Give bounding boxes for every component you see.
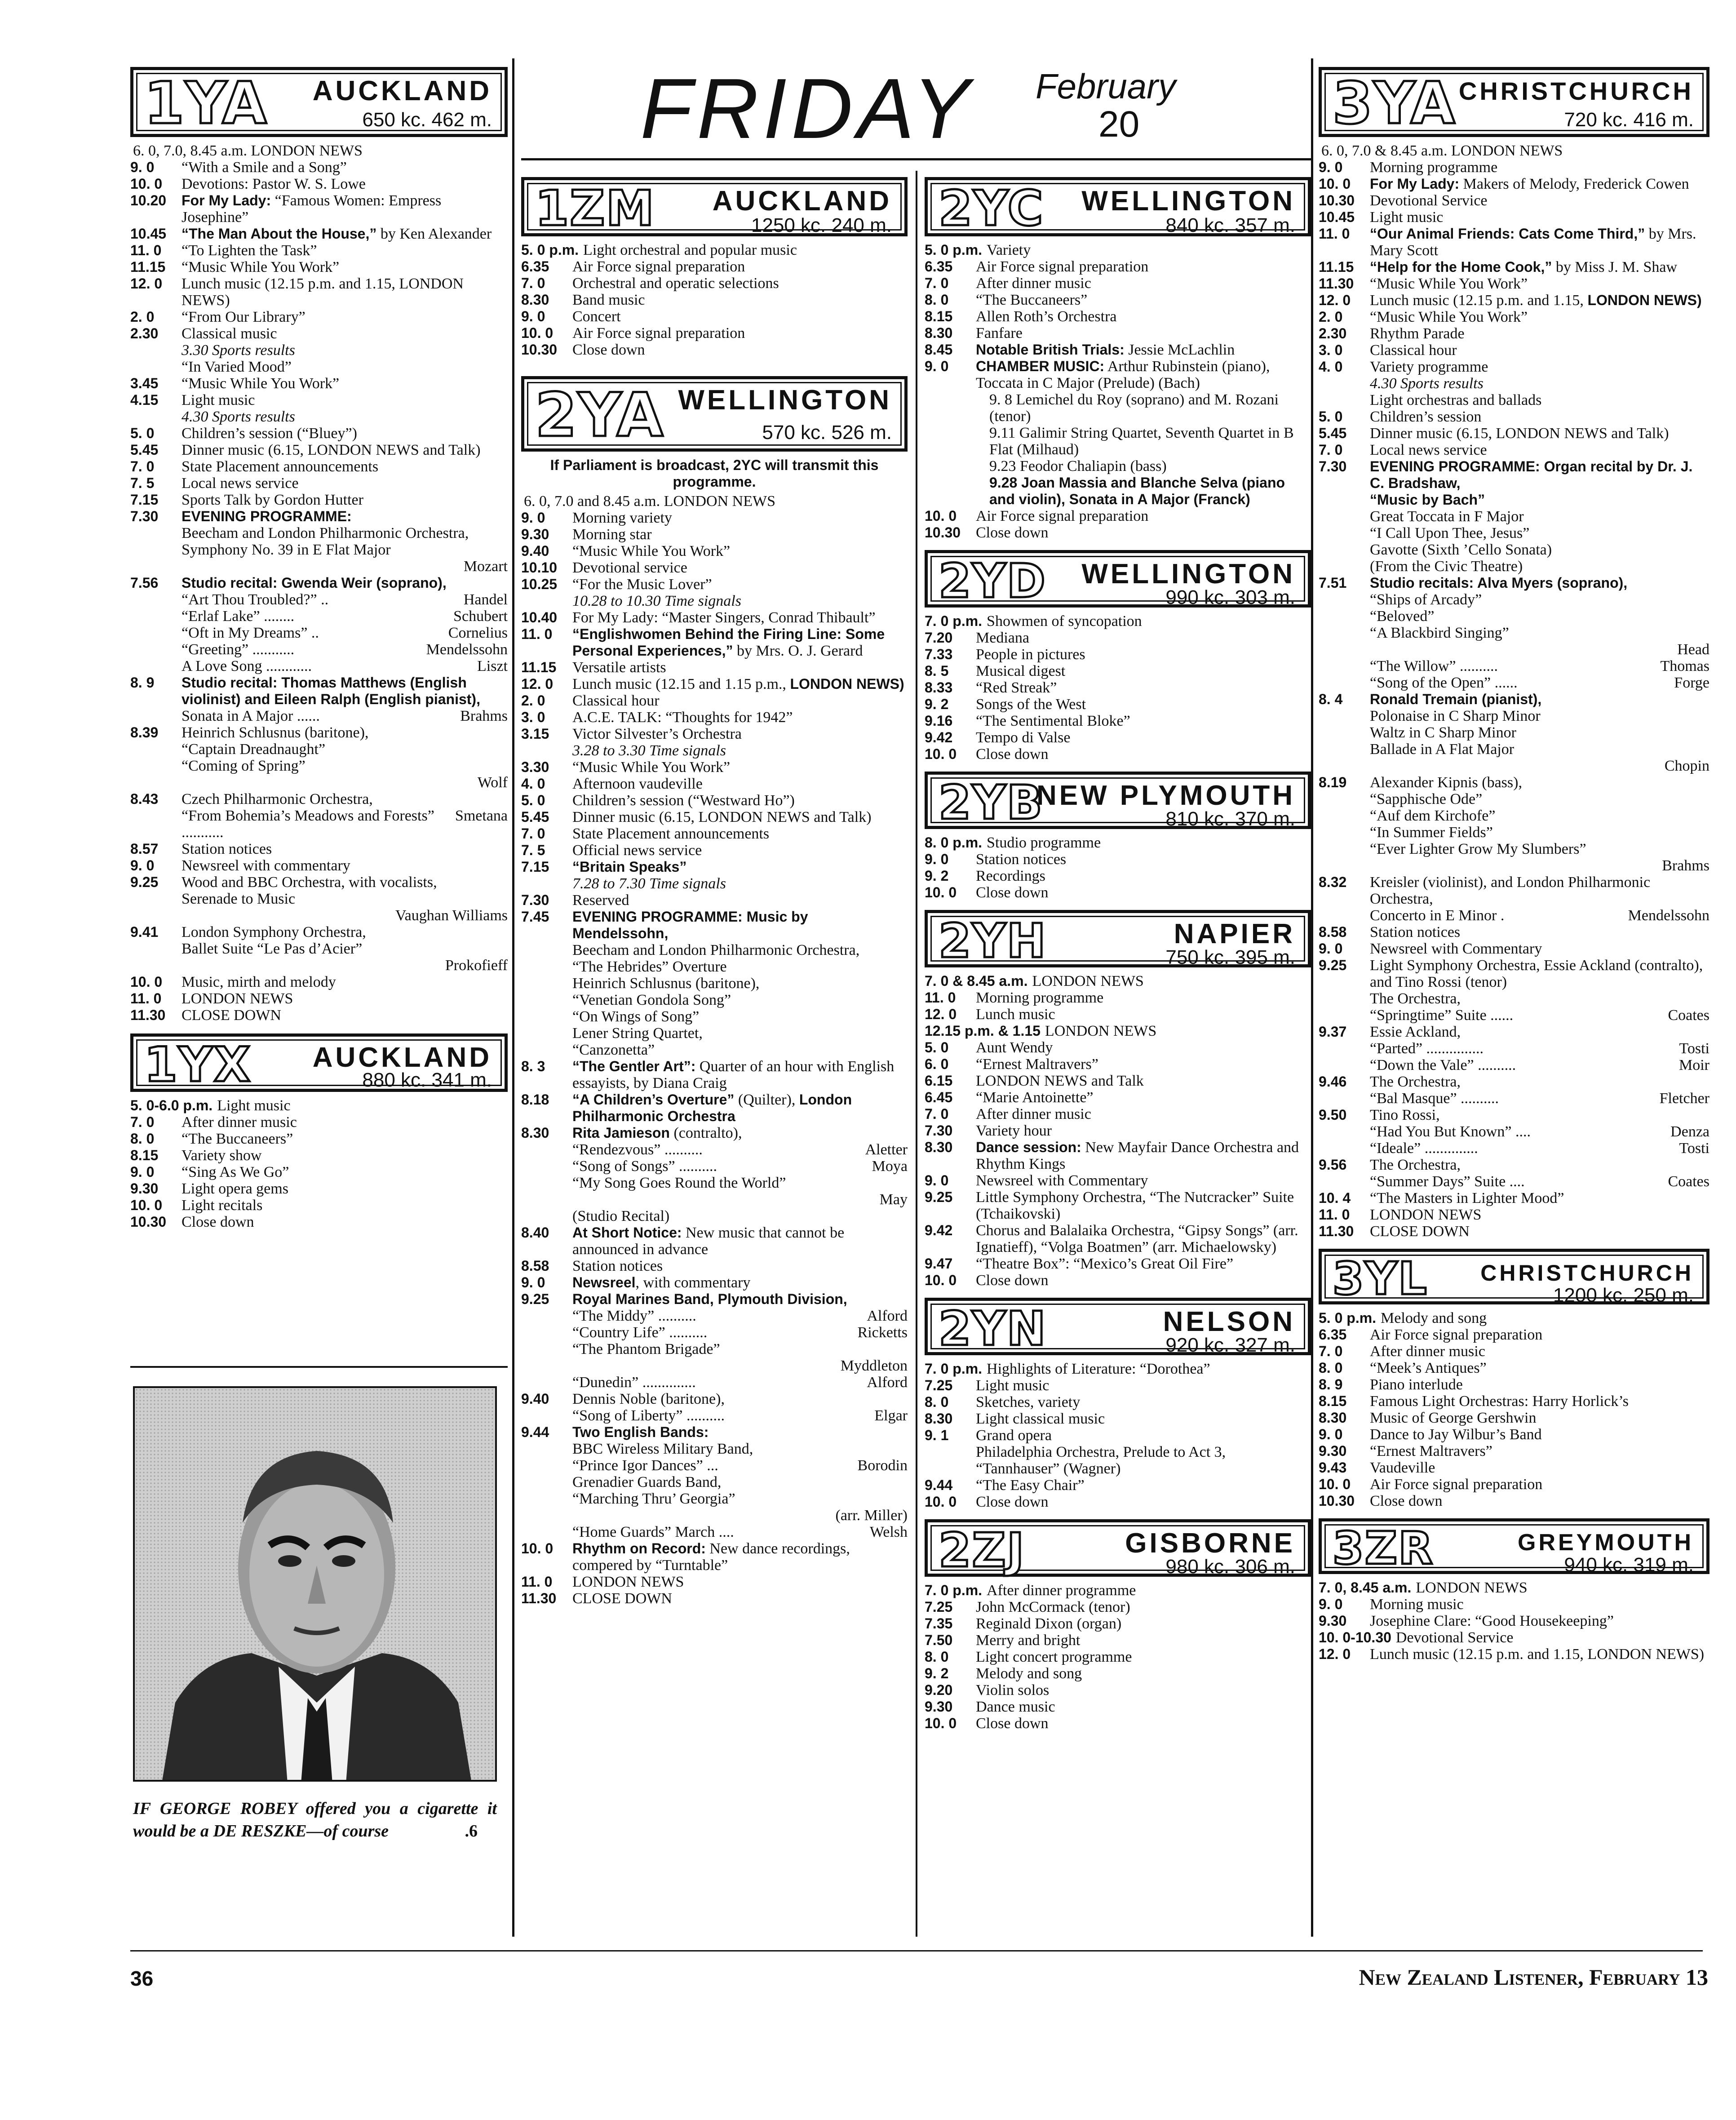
programme-row: 9. 2 Melody and song xyxy=(925,1665,1082,1682)
date-label: 20 xyxy=(1098,104,1140,145)
column-3 xyxy=(925,175,1311,1941)
programme-row: 8.30 Band music xyxy=(521,292,645,308)
programme-row: 10. 0 Close down xyxy=(925,1715,1049,1732)
programme-row: 11.30 CLOSE DOWN xyxy=(521,1590,672,1607)
programme-row: 7.30 EVENING PROGRAMME: Organ recital by Dr. J. C. Bradshaw, “Music by Bach” Great Toccata in F Major “I Call Upon Thee, Jesus” Gavotte (Sixth ’Cello Sonata) (From the Civic Theatre) xyxy=(1319,458,1693,575)
station-frequency: 570 kc. 526 m. xyxy=(762,421,892,444)
station-call-sign: 2YA xyxy=(535,380,664,450)
programme-row: 8. 0 p.m. Studio programme xyxy=(925,834,1101,851)
programme-row: 10. 0 For My Lady: Makers of Melody, Frederick Cowen xyxy=(1319,176,1689,192)
station-call-sign: 2YC xyxy=(939,181,1044,237)
programme-row: 7.33 People in pictures xyxy=(925,646,1085,663)
station-header-2YC xyxy=(925,177,1311,236)
programme-row: 9.25 Little Symphony Orchestra, “The Nutcracker” Suite (Tchaikovski) xyxy=(925,1189,1294,1222)
programme-row: 9. 2 Songs of the West xyxy=(925,696,1086,713)
column-4 xyxy=(1319,65,1709,1943)
programme-row: 7. 0 Orchestral and operatic selections xyxy=(521,275,779,292)
programme-row: 6.35 Air Force signal preparation xyxy=(925,258,1149,275)
programme-row: 8. 0 “The Buccaneers” xyxy=(925,292,1088,308)
programme-row: 8. 0 Light concert programme xyxy=(925,1649,1132,1665)
programme-row: 6.45 “Marie Antoinette” xyxy=(925,1089,1094,1106)
programme-row: 10. 0 Air Force signal preparation xyxy=(925,508,1149,524)
programme-row: 5. 0 Children’s session (“Bluey”) xyxy=(130,425,357,442)
programme-row: 3. 0 Classical hour xyxy=(1319,342,1457,359)
programme-row: 10.30 Close down xyxy=(130,1214,254,1230)
programme-row: 9. 0 “Sing As We Go” xyxy=(130,1164,289,1180)
programme-row: 10. 0 Music, mirth and melody xyxy=(130,974,336,990)
station-location: AUCKLAND xyxy=(312,1042,492,1073)
programme-row: 11. 0 LONDON NEWS xyxy=(1319,1206,1482,1223)
programme-row: 9.30 Light opera gems xyxy=(130,1180,288,1197)
station-header-3ZR xyxy=(1319,1518,1709,1574)
programme-row: 9.50 Tino Rossi, “Had You But Known” .... Denza “Ideale” .............. Tosti xyxy=(1319,1107,1709,1157)
programme-row: 4. 0 Afternoon vaudeville xyxy=(521,776,703,792)
programme-row: 2. 0 “Music While You Work” xyxy=(1319,309,1528,325)
programme-row: 7.56 Studio recital: Gwenda Weir (soprano), “Art Thou Troubled?” .. Handel “Erlaf Lake” ........ Schubert “Oft in My Dreams” .. Cornelius “Greeting” ........... Mendelssohn A Love Song ............ Liszt xyxy=(130,575,508,674)
programme-row: 7. 0 After dinner music xyxy=(925,275,1091,292)
station-frequency: 880 kc. 341 m. xyxy=(362,1069,492,1091)
programme-row: 9. 0 Morning music xyxy=(1319,1596,1464,1613)
programme-row: 7.25 John McCormack (tenor) xyxy=(925,1599,1130,1615)
programme-row: 8.39 Heinrich Schlusnus (baritone), “Captain Dreadnaught” “Coming of Spring” Wolf xyxy=(130,724,508,791)
programme-row: 9. 0 “With a Smile and a Song” xyxy=(130,159,347,176)
programme-row: 9.40 “Music While You Work” xyxy=(521,543,731,559)
programme-row: 10.45 Light music xyxy=(1319,209,1444,226)
programme-row: 9.42 Tempo di Valse xyxy=(925,729,1071,746)
station-call-sign: 2YD xyxy=(939,554,1046,608)
parliament-notice: If Parliament is broadcast, 2YC will transmit this programme. xyxy=(550,457,879,490)
programme-row: 5. 0 p.m. Light orchestral and popular music xyxy=(521,242,797,258)
station-call-sign: 3ZR xyxy=(1333,1522,1434,1574)
programme-row: 10.30 Close down xyxy=(1319,1493,1443,1509)
programme-row: 6. 0, 7.0 & 8.45 a.m. LONDON NEWS xyxy=(1321,142,1563,159)
programme-row: 8. 0 “The Buccaneers” xyxy=(130,1131,293,1147)
programme-row: 7. 0 Local news service xyxy=(1319,442,1487,458)
programme-row: 8.30 Rita Jamieson (contralto), “Rendezvous” .......... Aletter “Song of Songs” .......... Moya “My Song Goes Round the World” May (Studio Recital) xyxy=(521,1125,908,1224)
programme-row: 10. 0 Devotions: Pastor W. S. Lowe xyxy=(130,176,366,192)
programme-row: 8.40 At Short Notice: New music that cannot be announced in advance xyxy=(521,1224,845,1258)
programme-row: 7. 0 & 8.45 a.m. LONDON NEWS xyxy=(925,973,1144,989)
programme-row: 11. 0 “Englishwomen Behind the Firing Line: Some Personal Experiences,” by Mrs. O. J. Gerard xyxy=(521,626,885,659)
caption-mark: .6 xyxy=(465,1822,478,1841)
programme-row: 7.25 Light music xyxy=(925,1377,1050,1394)
programme-row: 8. 9 Studio recital: Thomas Matthews (English violinist) and Eileen Ralph (English pianist), Sonata in A Major ...... Brahms xyxy=(130,674,508,724)
programme-row: 9.46 The Orchestra, “Bal Masque” .......... Fletcher xyxy=(1319,1073,1709,1107)
programme-row: 9.30 Morning star xyxy=(521,526,652,543)
programme-row: 8.32 Kreisler (violinist), and London Philharmonic Orchestra, Concerto in E Minor . Mendelssohn xyxy=(1319,874,1709,924)
programme-row: 7. 0 p.m. After dinner programme xyxy=(925,1582,1136,1599)
programme-row: 10. 0 Close down xyxy=(925,1272,1049,1289)
programme-row: 6. 0 “Ernest Maltravers” xyxy=(925,1056,1098,1073)
programme-row: 5. 0 Children’s session (“Westward Ho”) xyxy=(521,792,795,809)
station-header-3YL xyxy=(1319,1249,1709,1304)
programme-row: 11.30 “Music While You Work” xyxy=(1319,275,1528,292)
programme-row: 9.25 Wood and BBC Orchestra, with vocalists, Serenade to Music Vaughan Williams xyxy=(130,874,508,924)
station-header-2YH xyxy=(925,910,1311,967)
month-label: February xyxy=(1036,67,1176,106)
programme-row: 9.30 Josephine Clare: “Good Housekeeping” xyxy=(1319,1613,1614,1629)
programme-row: 11.30 CLOSE DOWN xyxy=(1319,1223,1470,1240)
programme-row: 9. 1 Grand opera Philadelphia Orchestra, Prelude to Act 3, “Tannhauser” (Wagner) xyxy=(925,1427,1226,1477)
programme-row: 9.30 Dance music xyxy=(925,1699,1055,1715)
station-call-sign: 3YL xyxy=(1333,1252,1428,1305)
programme-row: 9.25 Royal Marines Band, Plymouth Division, “The Middy” .......... Alford “Country Life” .......... Ricketts “The Phantom Brigade” Myddleton “Dunedin” .............. Alford xyxy=(521,1291,908,1391)
programme-row: 7. 5 Official news service xyxy=(521,842,702,859)
programme-row: 9.44 Two English Bands: BBC Wireless Military Band, “Prince Igor Dances” ... Borodin Grenadier Guards Band, “Marching Thru’ Georgia” (arr. Miller) “Home Guards” March .... Welsh xyxy=(521,1424,908,1540)
column-1 xyxy=(130,65,508,1359)
programme-row: 3.45 “Music While You Work” xyxy=(130,375,340,392)
station-call-sign: 2ZJ xyxy=(939,1523,1025,1578)
page-header xyxy=(521,54,1312,171)
station-call-sign: 2YB xyxy=(939,775,1043,830)
programme-row: 8.15 Famous Light Orchestras: Harry Horlick’s xyxy=(1319,1393,1629,1410)
programme-row: 6.15 LONDON NEWS and Talk xyxy=(925,1073,1144,1089)
station-location: NEW PLYMOUTH xyxy=(1036,780,1295,811)
station-call-sign: 1YA xyxy=(144,70,268,137)
programme-row: 5.45 Dinner music (6.15, LONDON NEWS and Talk) xyxy=(521,809,872,825)
station-header-2YA xyxy=(521,376,908,452)
programme-row: 9.20 Violin solos xyxy=(925,1682,1050,1699)
programme-row: 8. 0 Sketches, variety xyxy=(925,1394,1081,1410)
programme-row: 9.30 “Ernest Maltravers” xyxy=(1319,1443,1492,1459)
programme-row: 10. 0 Air Force signal preparation xyxy=(1319,1476,1543,1493)
station-header-1ZM xyxy=(521,177,908,236)
programme-row: 9.37 Essie Ackland, “Parted” ............... Tosti “Down the Vale” .......... Moir xyxy=(1319,1024,1709,1073)
programme-row: 8.15 Allen Roth’s Orchestra xyxy=(925,308,1117,325)
programme-row: 7.30 Variety hour xyxy=(925,1122,1052,1139)
programme-row: 8.15 Variety show xyxy=(130,1147,262,1164)
programme-row: 8.19 Alexander Kipnis (bass), “Sapphische Ode” “Auf dem Kirchofe” “In Summer Fields” “Ever Lighter Grow My Slumbers” Brahms xyxy=(1319,774,1709,874)
programme-row: 10. 0 Rhythm on Record: New dance recordings, compered by “Turntable” xyxy=(521,1540,850,1574)
station-call-sign: 1YX xyxy=(144,1037,252,1092)
programme-row: 7.15 Sports Talk by Gordon Hutter xyxy=(130,492,363,508)
station-frequency: 650 kc. 462 m. xyxy=(362,109,492,131)
programme-row: 3. 0 A.C.E. TALK: “Thoughts for 1942” xyxy=(521,709,793,726)
programme-row: 10.25 “For the Music Lover” 10.28 to 10.30 Time signals xyxy=(521,576,741,609)
programme-row: 8. 0 “Meek’s Antiques” xyxy=(1319,1360,1487,1376)
station-location: CHRISTCHURCH xyxy=(1458,77,1694,105)
programme-row: 6. 0, 7.0, 8.45 a.m. LONDON NEWS xyxy=(133,142,363,159)
column-rule xyxy=(1311,58,1313,1937)
station-location: NAPIER xyxy=(1174,918,1295,949)
programme-row: 11. 0 LONDON NEWS xyxy=(521,1574,684,1590)
programme-row: 7. 0 After dinner music xyxy=(130,1114,297,1131)
programme-row: 7.51 Studio recitals: Alva Myers (soprano), “Ships of Arcady” “Beloved” “A Blackbird Singing” Head “The Willow” .......... Thomas “Song of the Open” ...... Forge xyxy=(1319,575,1709,691)
programme-row: 11. 0 “To Lighten the Task” xyxy=(130,242,317,259)
programme-row: 7.50 Merry and bright xyxy=(925,1632,1081,1649)
station-frequency: 810 kc. 370 m. xyxy=(1165,808,1295,830)
programme-row: 9.41 London Symphony Orchestra, Ballet Suite “Le Pas d’Acier” Prokofieff xyxy=(130,924,508,974)
programme-row: 9. 0 Newsreel with Commentary xyxy=(1319,940,1542,957)
station-location: AUCKLAND xyxy=(712,186,892,217)
programme-row: 6.35 Air Force signal preparation xyxy=(521,258,745,275)
programme-row: 2.30 Classical music 3.30 Sports results “In Varied Mood” xyxy=(130,325,295,375)
programme-row: 8. 4 Ronald Tremain (pianist), Polonaise in C Sharp Minor Waltz in C Sharp Minor Ballade in A Flat Major Chopin xyxy=(1319,691,1709,774)
programme-row: 11.15 “Music While You Work” xyxy=(130,259,340,275)
programme-row: 10. 0 Light recitals xyxy=(130,1197,263,1214)
station-frequency: 1200 kc. 250 m. xyxy=(1553,1284,1694,1306)
station-location: WELLINGTON xyxy=(678,385,892,416)
programme-row: 9. 0 Newsreel with commentary xyxy=(130,857,350,874)
programme-row: 5. 0 Aunt Wendy xyxy=(925,1039,1053,1056)
programme-row: 12. 0 Lunch music xyxy=(925,1006,1055,1023)
programme-row: 9. 0 CHAMBER MUSIC: Arthur Rubinstein (piano), Toccata in C Major (Prelude) (Bach) 9. 8 Lemichel du Roy (soprano) and M. Rozani (tenor) 9.11 Galimir String Quartet, Seventh Quartet in B Flat (Milhaud) 9.23 Feodor Chaliapin (bass) 9.28 Joan Massia and Blanche Selva (piano and violin), Sonata in A Major (Franck) xyxy=(925,358,1294,507)
page-number: 36 xyxy=(130,1967,154,1990)
programme-row: 7.20 Mediana xyxy=(925,630,1029,646)
programme-row: 2. 0 “From Our Library” xyxy=(130,309,306,325)
station-header-2YB xyxy=(925,772,1311,829)
station-frequency: 990 kc. 303 m. xyxy=(1165,586,1295,608)
programme-row: 8.58 Station notices xyxy=(521,1258,663,1274)
column-rule xyxy=(512,58,514,1937)
programme-row: 5.45 Dinner music (6.15, LONDON NEWS and Talk) xyxy=(130,442,481,458)
programme-row: 12.15 p.m. & 1.15 LONDON NEWS xyxy=(925,1023,1157,1039)
programme-row: 7. 0 p.m. Highlights of Literature: “Dorothea” xyxy=(925,1361,1210,1377)
programme-row: 10. 0 Close down xyxy=(925,746,1049,763)
programme-row: 11.15 Versatile artists xyxy=(521,659,666,676)
station-location: WELLINGTON xyxy=(1081,186,1295,217)
station-location: GREYMOUTH xyxy=(1518,1530,1694,1556)
programme-row: 8.30 Dance session: New Mayfair Dance Orchestra and Rhythm Kings xyxy=(925,1139,1299,1172)
programme-row: 11. 0 LONDON NEWS xyxy=(130,990,293,1007)
portrait-image xyxy=(135,1388,497,1782)
programme-row: 8.33 “Red Streak” xyxy=(925,679,1057,696)
programme-row: 9. 0 Morning variety xyxy=(521,510,672,526)
programme-row: 9.44 “The Easy Chair” xyxy=(925,1477,1085,1494)
programme-row: 10.30 Close down xyxy=(521,342,645,358)
station-frequency: 720 kc. 416 m. xyxy=(1564,109,1694,131)
programme-row: 9. 0 Newsreel, with commentary xyxy=(521,1274,751,1291)
programme-row: 12. 0 Lunch music (12.15 p.m. and 1.15, LONDON NEWS) xyxy=(1319,292,1702,309)
station-frequency: 1250 kc. 240 m. xyxy=(751,214,892,236)
programme-row: 10. 4 “The Masters in Lighter Mood” xyxy=(1319,1190,1564,1206)
programme-row: 8.30 Light classical music xyxy=(925,1410,1105,1427)
programme-row: 9.25 Light Symphony Orchestra, Essie Ackland (contralto), and Tino Rossi (tenor) The Orchestra, “Springtime” Suite ...... Coates xyxy=(1319,957,1709,1024)
programme-row: 10.30 Devotional Service xyxy=(1319,192,1488,209)
station-call-sign: 2YN xyxy=(939,1301,1047,1356)
programme-row: 7.35 Reginald Dixon (organ) xyxy=(925,1615,1122,1632)
programme-row: 9. 0 Concert xyxy=(521,308,621,325)
station-header-2ZJ xyxy=(925,1519,1311,1577)
station-header-1YX xyxy=(130,1033,508,1092)
programme-row: 4. 0 Variety programme 4.30 Sports results Light orchestras and ballads xyxy=(1319,359,1542,408)
programme-row: 9. 2 Recordings xyxy=(925,868,1045,884)
programme-row: 11. 0 Morning programme xyxy=(925,989,1104,1006)
programme-row: 7. 0, 8.45 a.m. LONDON NEWS xyxy=(1319,1579,1528,1596)
station-call-sign: 2YH xyxy=(939,914,1047,968)
programme-row: 7. 0 State Placement announcements xyxy=(130,458,379,475)
station-frequency: 750 kc. 395 m. xyxy=(1165,946,1295,968)
station-header-1YA xyxy=(130,67,508,137)
column-rule xyxy=(916,171,917,1937)
programme-row: 10. 0 Close down xyxy=(925,884,1049,901)
programme-row: 6. 0, 7.0 and 8.45 a.m. LONDON NEWS xyxy=(524,493,775,510)
programme-row: 8.45 Notable British Trials: Jessie McLachlin xyxy=(925,342,1235,358)
programme-row: 11. 0 “Our Animal Friends: Cats Come Third,” by Mrs. Mary Scott xyxy=(1319,226,1696,259)
programme-row: 11.30 CLOSE DOWN xyxy=(130,1007,281,1024)
photo-rule xyxy=(130,1366,508,1368)
programme-row: 8.43 Czech Philharmonic Orchestra, “From Bohemia’s Meadows and Forests” ........... Smetana xyxy=(130,791,508,841)
programme-row: 3.15 Victor Silvester’s Orchestra 3.28 to 3.30 Time signals xyxy=(521,726,742,759)
programme-row: 5. 0 p.m. Variety xyxy=(925,242,1031,258)
programme-row: 8.57 Station notices xyxy=(130,841,272,857)
programme-row: 7. 0 p.m. Showmen of syncopation xyxy=(925,613,1142,630)
station-header-3YA xyxy=(1319,67,1709,137)
programme-row: 9.47 “Theatre Box”: “Mexico’s Great Oil Fire” xyxy=(925,1255,1234,1272)
programme-row: 3.30 “Music While You Work” xyxy=(521,759,731,776)
programme-row: 8. 3 “The Gentler Art”: Quarter of an hour with English essayists, by Diana Craig xyxy=(521,1058,895,1091)
programme-row: 12. 0 Lunch music (12.15 p.m. and 1.15, LONDON NEWS) xyxy=(1319,1646,1705,1663)
programme-row: 7. 0 State Placement announcements xyxy=(521,825,770,842)
programme-row: 10. 0-10.30 Devotional Service xyxy=(1319,1629,1514,1646)
station-frequency: 840 kc. 357 m. xyxy=(1165,214,1295,236)
station-header-2YN xyxy=(925,1298,1311,1355)
programme-row: 10.20 For My Lady: “Famous Women: Empress Josephine” xyxy=(130,192,442,226)
programme-row: 2. 0 Classical hour xyxy=(521,692,660,709)
programme-row: 9.42 Chorus and Balalaika Orchestra, “Gipsy Songs” (arr. Ignatieff), “Volga Boatmen” (arr. Michaelowsky) xyxy=(925,1222,1298,1255)
station-call-sign: 1ZM xyxy=(535,181,655,237)
programme-row: 7. 0 After dinner music xyxy=(1319,1343,1485,1360)
programme-row: 12. 0 Lunch music (12.15 and 1.15 p.m., LONDON NEWS) xyxy=(521,676,904,692)
station-location: AUCKLAND xyxy=(312,75,492,106)
station-location: CHRISTCHURCH xyxy=(1480,1260,1694,1286)
programme-row: 10. 0 Close down xyxy=(925,1494,1049,1510)
programme-row: 6.35 Air Force signal preparation xyxy=(1319,1326,1543,1343)
programme-row: 9. 0 Newsreel with Commentary xyxy=(925,1172,1148,1189)
column-2 xyxy=(521,175,908,1941)
photo-caption xyxy=(133,1797,497,1842)
caption-text: IF GEORGE ROBEY offered you a cigarette it would be a DE RESZKE—of course xyxy=(133,1799,497,1841)
programme-row: 5. 0-6.0 p.m. Light music xyxy=(130,1097,291,1114)
station-header-2YD xyxy=(925,550,1311,608)
programme-row: 7.30 EVENING PROGRAMME: Beecham and London Philharmonic Orchestra, Symphony No. 39 in E Flat Major Mozart xyxy=(130,508,508,575)
programme-row: 9.40 Dennis Noble (baritone), “Song of Liberty” .......... Elgar xyxy=(521,1391,908,1424)
programme-row: 9.43 Vaudeville xyxy=(1319,1459,1435,1476)
programme-row: 8. 9 Piano interlude xyxy=(1319,1376,1463,1393)
programme-row: 8.58 Station notices xyxy=(1319,924,1461,940)
programme-row: 10.30 Close down xyxy=(925,524,1049,541)
programme-row: 9. 0 Morning programme xyxy=(1319,159,1498,176)
programme-row: 8.18 “A Children’s Overture” (Quilter), London Philharmonic Orchestra xyxy=(521,1091,852,1124)
programme-row: 10.10 Devotional service xyxy=(521,559,687,576)
programme-row: 7.30 Reserved xyxy=(521,892,629,909)
footer-rule xyxy=(130,1950,1703,1951)
station-location: GISBORNE xyxy=(1125,1528,1295,1559)
programme-row: 11.15 “Help for the Home Cook,” by Miss J. M. Shaw xyxy=(1319,259,1678,275)
programme-row: 9. 0 Dance to Jay Wilbur’s Band xyxy=(1319,1426,1542,1443)
programme-row: 4.15 Light music 4.30 Sports results xyxy=(130,392,295,425)
station-frequency: 980 kc. 306 m. xyxy=(1165,1556,1295,1578)
programme-row: 5.45 Dinner music (6.15, LONDON NEWS and Talk) xyxy=(1319,425,1669,442)
station-call-sign: 3YA xyxy=(1333,70,1456,137)
station-location: NELSON xyxy=(1163,1306,1295,1337)
programme-row: 2.30 Rhythm Parade xyxy=(1319,325,1465,342)
programme-row: 12. 0 Lunch music (12.15 p.m. and 1.15, LONDON NEWS) xyxy=(130,275,464,309)
portrait-photo xyxy=(133,1386,497,1782)
programme-row: 5. 0 Children’s session xyxy=(1319,408,1482,425)
programme-row: 7. 0 After dinner music xyxy=(925,1106,1091,1122)
programme-row: 9.56 The Orchestra, “Summer Days” Suite .... Coates xyxy=(1319,1157,1709,1190)
programme-row: 7. 5 Local news service xyxy=(130,475,299,492)
programme-row: 8.30 Music of George Gershwin xyxy=(1319,1410,1537,1426)
programme-row: 8. 5 Musical digest xyxy=(925,663,1066,679)
programme-row: 7.15 “Britain Speaks” 7.28 to 7.30 Time signals xyxy=(521,859,726,892)
day-title: FRIDAY xyxy=(640,61,974,156)
programme-row: 7.45 EVENING PROGRAMME: Music by Mendelssohn, Beecham and London Philharmonic Orchestra, “The Hebrides” Overture Heinrich Schlusnus (baritone), “Venetian Gondola Song” “On Wings of Song” Lener String Quartet, “Canzonetta” xyxy=(521,909,860,1058)
programme-row: 8.30 Fanfare xyxy=(925,325,1023,342)
programme-row: 5. 0 p.m. Melody and song xyxy=(1319,1310,1487,1326)
station-frequency: 920 kc. 327 m. xyxy=(1165,1334,1295,1356)
programme-row: 10.40 For My Lady: “Master Singers, Conrad Thibault” xyxy=(521,609,876,626)
programme-row: 10. 0 Air Force signal preparation xyxy=(521,325,745,342)
programme-row: 10.45 “The Man About the House,” by Ken Alexander xyxy=(130,226,492,242)
programme-row: 9. 0 Station notices xyxy=(925,851,1067,868)
programme-row: 9.16 “The Sentimental Bloke” xyxy=(925,713,1130,729)
station-frequency: 940 kc. 319 m. xyxy=(1564,1554,1694,1576)
publication-line: New Zealand Listener, February 13 xyxy=(1359,1965,1708,1990)
station-location: WELLINGTON xyxy=(1081,559,1295,590)
